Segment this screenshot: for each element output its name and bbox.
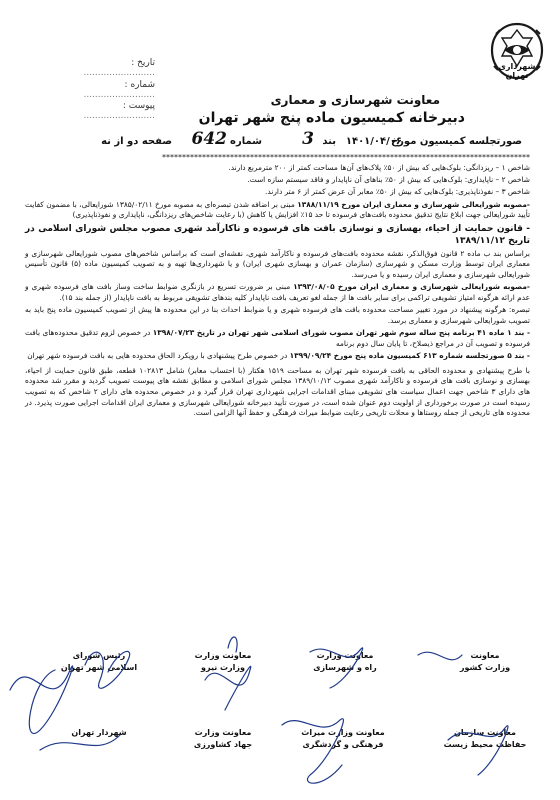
session-info-row (42, 129, 522, 154)
date-dots: ......................... (83, 68, 155, 78)
index-2: شاخص ۲ – ناپایداری: بلوک‌هایی که بیش از ۵۰٪ بناهای آن ناپایدار و فاقد سیستم سازه است. (247, 175, 530, 185)
star-separator: ******************************************************************************************** (162, 153, 530, 162)
signatory-2-org: وزارت نیرو (201, 663, 245, 672)
signatory-8-org: حفاظت محیط زیست (443, 740, 527, 749)
resolution-1388 (25, 200, 530, 221)
signatory-agriculture (178, 727, 268, 751)
minutes-613-clause (25, 351, 530, 362)
document-body (25, 163, 530, 421)
minutes-613-title: - بند ۵ صورتجلسه شماره ۶۱۳ کمیسیون ماده پنج مورخ ۱۳۹۹/۰۹/۲۴ (289, 351, 530, 361)
clause-number: 3 (302, 129, 314, 149)
signatory-3-org: راه و شهرسازی (313, 663, 377, 672)
signatory-5-org: شهردار تهران (71, 728, 127, 737)
attachment-dots: ......................... (83, 111, 155, 121)
program-clause (25, 328, 530, 349)
signatory-4-org: وزارت کشور (459, 663, 511, 672)
department-title: معاونت شهرسازی و معماری (270, 93, 440, 107)
date-label-text: تاریخ : (131, 58, 155, 68)
number-label (83, 80, 155, 100)
attachment-label-text: پیوست : (122, 101, 155, 111)
signatory-1-org: اسلامی شهر تهران (60, 663, 138, 672)
resolution-1388-text: مبنی بر اضافه شدن تبصره‌ای به مصوبه مورخ ۱۳۸۵/۰۲/۱۱ شورایعالی، با مضمون کفایت تأیید شورایعالی جهت ابلاغ نتایج تدقیق محدوده بافت‌های فرسوده تا حد ۱۵٪ افزایش یا کاهش (با رعایت شاخص‌های ریزدانگی، ناپایداری و نفوذناپذیری) (25, 199, 530, 220)
signatory-council-chair (54, 650, 144, 674)
signatory-interior (440, 650, 530, 674)
handwritten-signatures (0, 560, 560, 800)
decision-paragraph: با طرح پیشنهادی و محدوده الحاقی به بافت فرسوده شهر تهران به مساحت ۱۵۱۹ هکتار (با احتساب معابر) شامل ۱۰۲۸۱۳ قطعه، طبق قانون حمایت از احیاء، بهسازی و نوسازی بافت های فرسوده و ناکارآمد شهری مصوب ۱۳۸۹/۱۰/۱۲ مجلس شورای اسلامی و مطابق نقشه های پیوست تصویب گردید و مقرر شد محدوده های دارای ۳ شاخص جهت اعمال سیاست های تشویقی مبنای اقدامات اجرایی شهرداری تهران قرار گیرد و در خصوص محدوده های دارای ۲ شاخص که به تصویب رسیده است در صورت برخورداری از اولویت دوم عنوان شده است، در صورت تأیید دبیرخانه شورایعالی شهرسازی و معماری ایران اقدامات اجرایی صورت پذیرد. در محدوده های تاریخی از جمله روستاها و محلات تاریخی رعایت ضوابط میراث فرهنگی و حفظ آنها الزامی است. (25, 365, 530, 418)
signatory-1-title: رئیس شورای (72, 651, 126, 660)
page-indicator: صفحه دو از نه (101, 136, 172, 147)
signatory-environment (440, 727, 530, 751)
signatory-mayor (54, 727, 144, 739)
resolution-1393-title: -مصوبه شورایعالی شهرسازی و معماری ایران مورخ ۱۳۹۳/۰۸/۰۵ (293, 282, 530, 292)
number-dots: ......................... (83, 90, 155, 100)
resolution-1393-text: مبنی بر ضرورت تسریع در بازنگری ضوابط ساخت وساز بافت های فرسوده شهری و عدم ارائه هرگونه امتیاز تشویقی تراکمی برای سایر بافت ها از جمله لغو تعریف بافت ناپایدار کلیه بندهای تشویقی مربوط به بافت ناپایدار (از جمله بند ۱۵). (25, 282, 530, 302)
number-label-text: شماره : (124, 80, 155, 90)
signatory-7-title: معاونت وزارت میراث (301, 728, 385, 737)
secretariat-title: دبیرخانه کمیسیون ماده پنج شهر تهران (198, 110, 465, 126)
number-label-row: شماره (230, 136, 262, 147)
signatory-energy (178, 650, 268, 674)
session-date: ۱۴۰۱/۰۴/۰۶ (345, 136, 402, 147)
signatory-7-org: فرهنگی و گردشگری (302, 740, 384, 749)
program-clause-title: - بند ۱ ماده ۴۱ برنامه پنج ساله سوم شهر تهران مصوب شورای اسلامی شهر تهران در تاریخ ۱۳۹۸/۰۷/۲۳ (152, 328, 531, 338)
logo-caption: شهرداری تهران (498, 62, 536, 80)
resolution-1393 (25, 282, 530, 303)
signatory-4-title: معاونت (470, 651, 500, 660)
signatory-6-org: جهاد کشاورزی (193, 740, 253, 749)
date-label (83, 58, 155, 78)
signatory-2-title: معاونت وزارت (194, 651, 252, 660)
clause-label: بند (322, 136, 336, 147)
index-3: شاخص ۳ – نفوذناپذیری: بلوک‌هایی که بیش از ۵۰٪ معابر آن عرض کمتر از ۶ متر دارند. (265, 187, 530, 197)
signatory-3-title: معاونت وزارت (316, 651, 374, 660)
session-number: 642 (191, 129, 227, 149)
signatory-roads (300, 650, 390, 674)
session-label: صورتجلسه کمیسیون مورخ (390, 136, 522, 147)
law-heading: - قانون حمایت از احیاء، بهسازی و نوسازی بافت های فرسوده و ناکارآمد شهری مصوب مجلس شورای اسلامی در تاریخ ۱۳۸۹/۱۱/۱۲ (25, 223, 530, 246)
signatory-heritage (298, 727, 388, 751)
minutes-613-text: در خصوص طرح پیشنهادی با رویکرد الحاق محدوده هایی به بافت فرسوده شهر تهران (27, 351, 288, 361)
note-paragraph: تبصره: هرگونه پیشنهاد در مورد تغییر مساحت محدوده بافت های فرسوده شهری و یا ضوابط احداث بنا در این محدوده ها پیش از تصویب کمیسیون ماده پنج باید به تصویب شورایعالی شهرسازی و معماری برسد. (25, 305, 530, 325)
resolution-1388-title: -مصوبه شورایعالی شهرسازی و معماری ایران مورخ ۱۳۸۸/۱۱/۱۹ (297, 199, 530, 209)
program-clause-text: در خصوص لزوم تدقیق محدوده‌های بافت فرسوده و تصویب آن در مراجع ذیصلاح، تا پایان سال دوم برنامه (25, 328, 530, 348)
signatory-8-title: معاونت سازمان (454, 728, 516, 737)
index-1: شاخص ۱ – ریزدانگی: بلوک‌هایی که بیش از ۵۰٪ پلاک‌های آن‌ها مساحت کمتر از ۲۰۰ مترمربع دارند. (228, 163, 530, 172)
attachment-label (83, 101, 155, 121)
signatory-6-title: معاونت وزارت (194, 728, 252, 737)
law-clause-text: براساس بند ب ماده ۲ قانون فوق‌الذکر، نقشه محدوده بافت‌های فرسوده و ناکارآمد شهری، نقشه‌ای است که براساس شاخص‌های مصوب شورایعالی شهرسازی و معماری ایران توسط وزارت مسکن و شهرسازی (سازمان عمران و بهسازی شهری ایران) و یا شهرداری‌ها تهیه و به تصویب کمیسیون ماده (۵) قانون تأسیس شورایعالی شهرسازی و معماری ایران رسیده و یا می‌رسد. (25, 248, 530, 279)
